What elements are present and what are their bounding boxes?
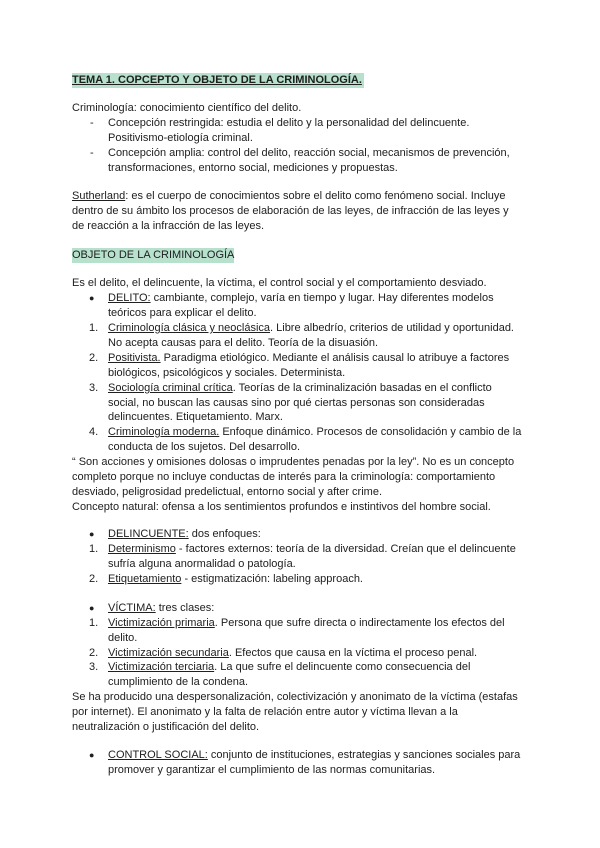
item-text: Paradigma etiológico. Mediante el análisis causal lo atribuye a factores: [160, 352, 510, 364]
delito-quote: completo porque no incluye conductas de interés para la criminología: comportamiento: [72, 471, 496, 483]
dash-marker: -: [90, 117, 94, 129]
delito-item-line: social, no buscan las causas sino por qué ciertas personas son consideradas: [108, 397, 485, 409]
list-number: 1.: [89, 617, 99, 629]
intro-definition: Criminología: conocimiento científico del delito.: [72, 102, 302, 114]
item-term: Victimización secundaria: [108, 647, 229, 659]
victima-paragraph: neutralización o justificación del delito.: [72, 721, 260, 733]
delito-text: cambiante, complejo, varía en tiempo y lugar. Hay diferentes modelos: [150, 292, 494, 304]
item-text: . Libre albedrío, criterios de utilidad y oportunidad.: [270, 322, 514, 334]
sutherland-line: de reacción a la infracción de las leyes.: [72, 220, 264, 232]
delincuente-item-line: sufría alguna anormalidad o patología.: [108, 558, 296, 570]
delito-item-line: delincuentes. Etiquetamiento. Marx.: [108, 411, 283, 423]
item-term: Criminología clásica y neoclásica: [108, 322, 271, 334]
delito-term: DELITO:: [108, 292, 151, 304]
delito-item-line: No acepta causas para el delito. Teoría de la disuasión.: [108, 337, 379, 349]
sutherland-paragraph: [72, 189, 506, 204]
intro-item-restringida: Concepción restringida: estudia el delito y la personalidad del delincuente.: [108, 117, 470, 129]
object-intro: Es el delito, el delincuente, la víctima, el control social y el comportamiento desviado.: [72, 277, 487, 289]
control-social-line: promover y garantizar el cumplimiento de las normas comunitarias.: [108, 764, 436, 776]
intro-item-restringida-cont: Positivismo-etiología criminal.: [108, 132, 253, 144]
item-text: Enfoque dinámico. Procesos de consolidación y cambio de la: [219, 426, 522, 438]
list-number: 2.: [89, 647, 99, 659]
item-term: Sociología criminal crítica: [108, 382, 233, 394]
item-text: - estigmatización: labeling approach.: [181, 573, 363, 585]
delito-item-line: biológicos, psicológicos y sociales. Determinista.: [108, 367, 346, 379]
delito-item-line: conducta de los sujetos. Del desarrollo.: [108, 441, 300, 453]
item-term: Criminología moderna.: [108, 426, 220, 438]
bullet-icon: ●: [89, 750, 95, 760]
concepto-natural: Concepto natural: ofensa a los sentimientos profundos e instintivos del hombre social.: [72, 501, 491, 513]
delincuente-item-determinismo: [108, 542, 516, 557]
control-social-heading: [108, 748, 520, 763]
list-number: 4.: [89, 426, 99, 438]
dash-marker: -: [90, 147, 94, 159]
list-number: 1.: [89, 322, 99, 334]
delito-quote: desviado, peligrosidad predelictual, entorno social y after crime.: [72, 486, 382, 498]
sutherland-term: Sutherland: [72, 190, 126, 202]
list-number: 3.: [89, 661, 99, 673]
item-text: . Persona que sufre directa o indirectamente los efectos del: [214, 617, 505, 629]
bullet-icon: ●: [89, 293, 95, 303]
victima-item-line: cumplimiento de la condena.: [108, 676, 249, 688]
bullet-icon: ●: [89, 603, 95, 613]
delito-line: teóricos para explicar el delito.: [108, 307, 257, 319]
list-number: 2.: [89, 352, 99, 364]
delito-heading: [108, 291, 494, 306]
control-social-text: conjunto de instituciones, estrategias y sanciones sociales para: [207, 749, 521, 761]
section-heading: OBJETO DE LA CRIMINOLOGÍA: [72, 249, 235, 261]
sutherland-text: : es el cuerpo de conocimientos sobre el delito como fenómeno social. Incluye: [125, 190, 506, 202]
victima-text: tres clases:: [155, 602, 215, 614]
document-title: TEMA 1. COPCEPTO Y OBJETO DE LA CRIMINOLOGÍA.: [72, 74, 362, 86]
delincuente-text: dos enfoques:: [188, 528, 261, 540]
victima-paragraph: por internet). El anonimato y la falta de relación entre autor y víctima llevan a la: [72, 706, 458, 718]
list-number: 1.: [89, 543, 99, 555]
delito-item-positivista: [108, 351, 509, 366]
item-term: Determinismo: [108, 543, 176, 555]
victima-term: VÍCTIMA:: [108, 602, 156, 614]
delincuente-term: DELINCUENTE:: [108, 528, 189, 540]
intro-item-amplia: Concepción amplia: control del delito, reacción social, mecanismos de prevención,: [108, 147, 510, 159]
bullet-icon: ●: [89, 529, 95, 539]
victima-item-line: delito.: [108, 632, 138, 644]
victima-item-primaria: [108, 616, 505, 631]
victima-item-terciaria: [108, 660, 470, 675]
intro-item-amplia-cont: transformaciones, entorno social, mediciones y propuestas.: [108, 162, 398, 174]
delito-item-critica: [108, 381, 492, 396]
item-text: . Efectos que causa en la víctima el proceso penal.: [228, 647, 478, 659]
item-text: . Teorías de la criminalización basadas en el conflicto: [232, 382, 492, 394]
delito-item-moderna: [108, 425, 521, 440]
sutherland-line: dentro de su ámbito los procesos de elaboración de las leyes, de infracción de las leyes y: [72, 205, 509, 217]
item-text: . La que sufre el delincuente como consecuencia del: [214, 661, 471, 673]
delito-quote: “ Son acciones y omisiones dolosas o imprudentes penadas por la ley”. No es un concepto: [72, 456, 515, 468]
item-term: Positivista.: [108, 352, 161, 364]
victima-heading: [108, 601, 214, 616]
control-social-term: CONTROL SOCIAL:: [108, 749, 208, 761]
victima-item-secundaria: [108, 646, 477, 661]
victima-paragraph: Se ha producido una despersonalización, colectivización y anonimato de la víctima (estafas: [72, 691, 518, 703]
item-text: - factores externos: teoría de la diversidad. Creían que el delincuente: [175, 543, 516, 555]
delincuente-heading: [108, 527, 261, 542]
delincuente-item-etiquetamiento: [108, 572, 363, 587]
delito-item-clasica: [108, 321, 514, 336]
list-number: 2.: [89, 573, 99, 585]
item-term: Victimización terciaria: [108, 661, 215, 673]
item-term: Etiquetamiento: [108, 573, 182, 585]
list-number: 3.: [89, 382, 99, 394]
item-term: Victimización primaria: [108, 617, 215, 629]
